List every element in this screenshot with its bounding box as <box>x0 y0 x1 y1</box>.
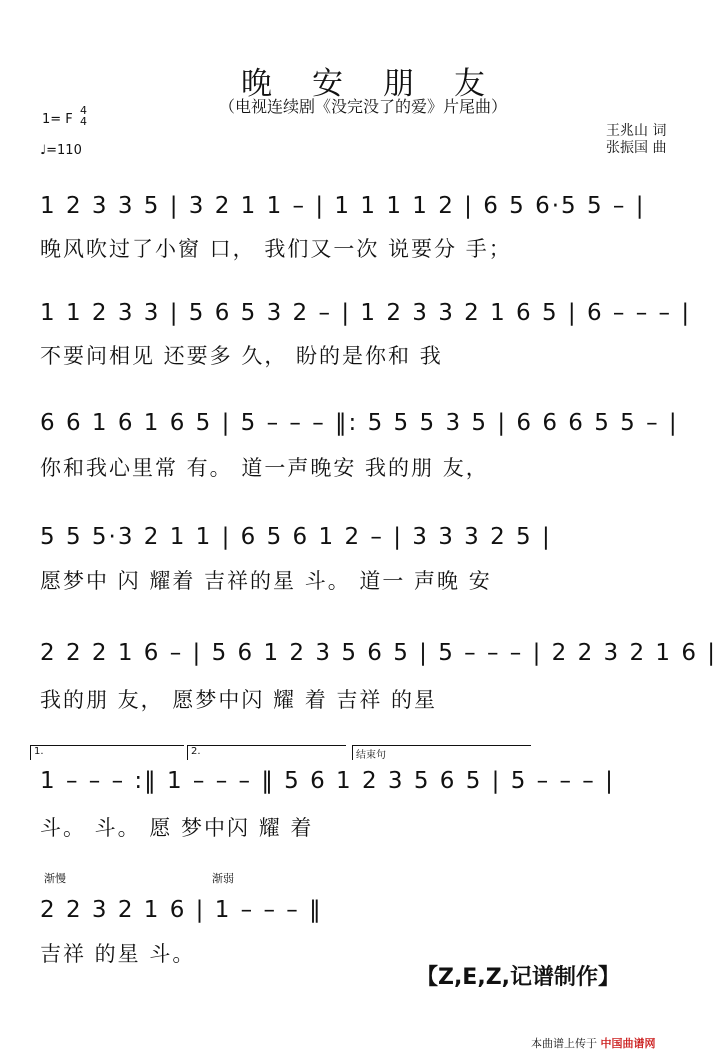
score-line-lyrics: 你和我心里常 有。 道一声晚安 我的朋 友， <box>40 456 489 480</box>
score-line-lyrics: 晚风吹过了小窗 口， 我们又一次 说要分 手； <box>40 237 512 261</box>
composer-credit: 张振国 曲 <box>606 140 667 156</box>
score-line-notes: 6 6 1 6 1 6 5 | 5 – – – ‖: 5 5 5 3 5 | 6 6 6 5 5 – | <box>40 410 679 436</box>
second-ending-label: 2. <box>191 746 201 757</box>
time-signature-top: 4 <box>80 104 87 117</box>
transcriber-stamp: 【Z,E,Z,记谱制作】 <box>416 965 621 990</box>
key-signature: 1= F <box>42 112 73 127</box>
score-line-lyrics: 吉祥 的星 斗。 <box>40 942 196 966</box>
footer-brand-logo[interactable]: 中国曲谱网 <box>600 1037 656 1050</box>
lyricist-credit: 王兆山 词 <box>606 123 667 139</box>
score-line-notes: 1 2 3 3 5 | 3 2 1 1 – | 1 1 1 1 2 | 6 5 6·5 5 – | <box>40 193 646 219</box>
score-line-notes: 2 2 3 2 1 6 | 1 – – – ‖ <box>40 897 323 923</box>
score-line-notes: 5 5 5·3 2 1 1 | 6 5 6 1 2 – | 3 3 3 2 5 | <box>40 524 552 550</box>
first-ending-label: 1. <box>34 746 44 757</box>
page-subtitle: （电视连续剧《没完没了的爱》片尾曲） <box>218 97 507 116</box>
tempo-marking: ♩=110 <box>40 143 82 158</box>
score-line-lyrics: 斗。 斗。 愿 梦中闪 耀 着 <box>40 816 314 840</box>
score-line-notes: 1 – – – :‖ 1 – – – ‖ 5 6 1 2 3 5 6 5 | 5 – – – | <box>40 768 615 794</box>
footer-prefix: 本曲谱上传于 <box>531 1037 597 1050</box>
score-line-lyrics: 我的朋 友， 愿梦中闪 耀 着 吉祥 的星 <box>40 688 438 712</box>
second-ending-bracket <box>187 745 346 760</box>
diminuendo-mark: 渐弱 <box>212 872 234 885</box>
score-line-notes: 2 2 2 1 6 – | 5 6 1 2 3 5 6 5 | 5 – – – | 2 2 3 2 1 6 | <box>40 640 718 666</box>
score-line-lyrics: 愿梦中 闪 耀着 吉祥的星 斗。 道一 声晚 安 <box>40 569 492 593</box>
score-line-notes: 1 1 2 3 3 | 5 6 5 3 2 – | 1 2 3 3 2 1 6 5 | 6 – – – | <box>40 300 692 326</box>
score-line-lyrics: 不要问相见 还要多 久， 盼的是你和 我 <box>40 344 443 368</box>
time-signature-bottom: 4 <box>80 115 87 128</box>
page-title: 晚安朋友 <box>241 66 525 102</box>
ritardando-mark: 渐慢 <box>44 872 66 885</box>
first-ending-bracket <box>30 745 184 760</box>
coda-bracket <box>352 745 531 760</box>
footer-upload-note <box>531 1035 656 1051</box>
coda-label: 结束句 <box>356 750 386 761</box>
time-signature <box>80 105 87 127</box>
